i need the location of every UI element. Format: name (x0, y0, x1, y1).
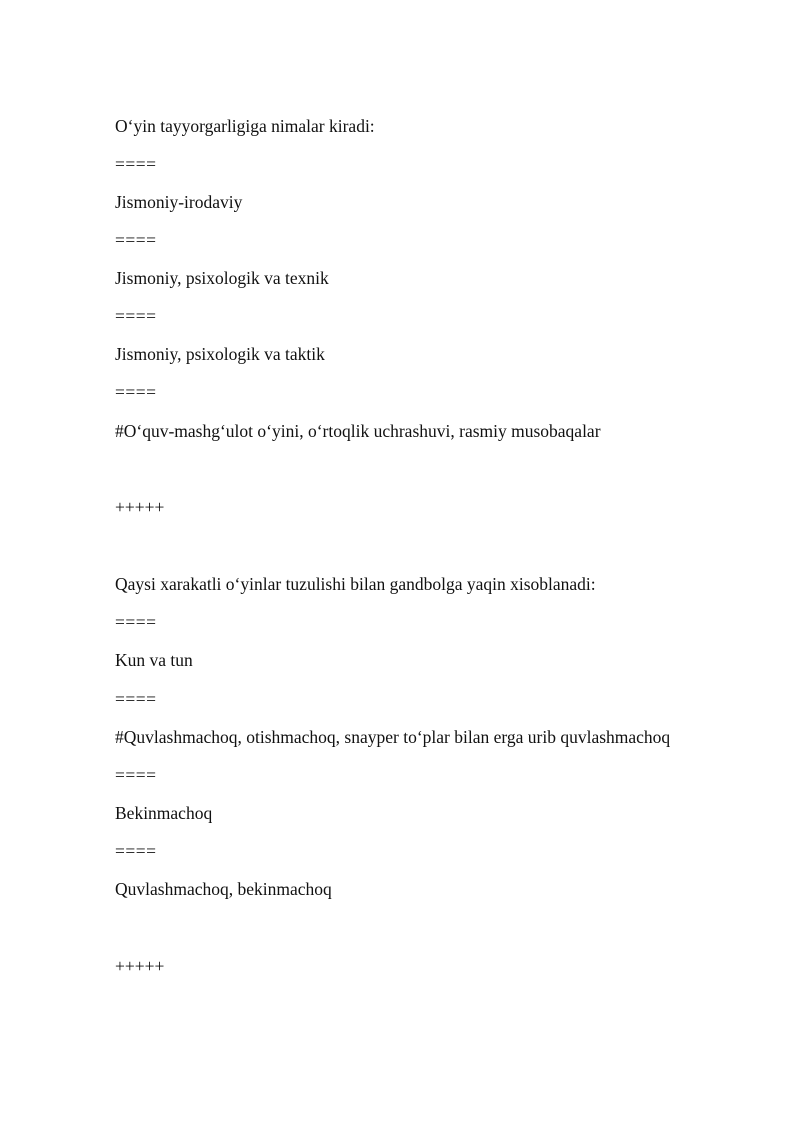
separator: ==== (115, 841, 157, 861)
separator: ==== (115, 154, 157, 174)
question-2-option-1: Kun va tun (115, 650, 193, 670)
question-1-option-2: Jismoniy, psixologik va texnik (115, 268, 329, 288)
end-marker: +++++ (115, 956, 165, 976)
question-1-text: O‘yin tayyorgarligiga nimalar kiradi: (115, 116, 375, 136)
question-2-option-2: #Quvlashmachoq, otishmachoq, snayper to‘plar bilan erga urib quvlashmachoq (115, 727, 671, 747)
question-2-option-4: Quvlashmachoq, bekinmachoq (115, 879, 332, 899)
question-2-option-3: Bekinmachoq (115, 803, 213, 823)
question-1-option-4: #O‘quv-mashg‘ulot o‘yini, o‘rtoqlik uchrashuvi, rasmiy musobaqalar (115, 421, 601, 441)
separator: ==== (115, 306, 157, 326)
separator: ==== (115, 230, 157, 250)
question-1-option-3: Jismoniy, psixologik va taktik (115, 344, 325, 364)
question-1-option-1: Jismoniy-irodaviy (115, 192, 243, 212)
question-2-text: Qaysi xarakatli o‘yinlar tuzulishi bilan gandbolga yaqin xisoblanadi: (115, 574, 596, 594)
separator: ==== (115, 689, 157, 709)
separator: ==== (115, 612, 157, 632)
separator: ==== (115, 765, 157, 785)
separator: ==== (115, 382, 157, 402)
end-marker: +++++ (115, 497, 165, 517)
